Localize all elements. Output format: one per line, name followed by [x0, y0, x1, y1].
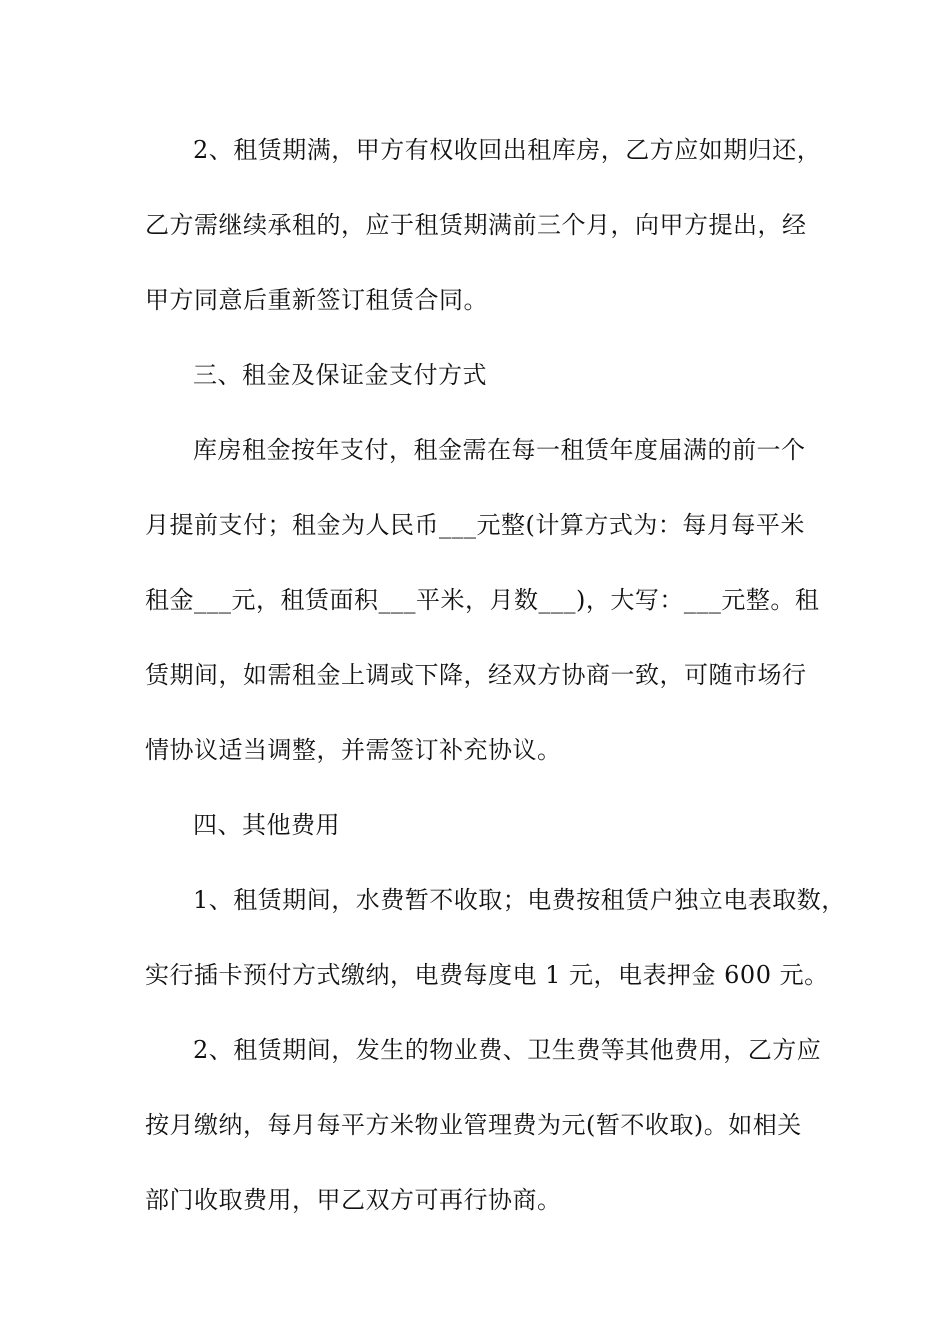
- paragraph-line: 租金___元，租赁面积___平米，月数___)，大写：___元整。租: [145, 586, 820, 614]
- paragraph-line: 按月缴纳，每月每平方米物业管理费为元(暂不收取)。如相关: [145, 1111, 802, 1139]
- paragraph-line: 库房租金按年支付，租金需在每一租赁年度届满的前一个: [193, 436, 806, 464]
- section-heading: 三、租金及保证金支付方式: [193, 361, 487, 389]
- paragraph-line: 1、租赁期间，水费暂不收取；电费按租赁户独立电表取数，: [193, 886, 846, 914]
- paragraph-line: 实行插卡预付方式缴纳，电费每度电 1 元，电表押金 600 元。: [145, 961, 829, 989]
- paragraph-line: 乙方需继续承租的，应于租赁期满前三个月，向甲方提出，经: [145, 211, 807, 239]
- paragraph-line: 2、租赁期满，甲方有权收回出租库房，乙方应如期归还，: [193, 136, 822, 164]
- section-heading: 四、其他费用: [193, 811, 340, 839]
- paragraph-line: 部门收取费用，甲乙双方可再行协商。: [145, 1186, 562, 1214]
- paragraph-line: 2、租赁期间，发生的物业费、卫生费等其他费用，乙方应: [193, 1036, 822, 1064]
- paragraph-line: 情协议适当调整，并需签订补充协议。: [145, 736, 562, 764]
- paragraph-line: 月提前支付；租金为人民币___元整(计算方式为：每月每平米: [145, 511, 805, 539]
- paragraph-line: 赁期间，如需租金上调或下降，经双方协商一致，可随市场行: [145, 661, 807, 689]
- paragraph-line: 甲方同意后重新签订租赁合同。: [145, 286, 488, 314]
